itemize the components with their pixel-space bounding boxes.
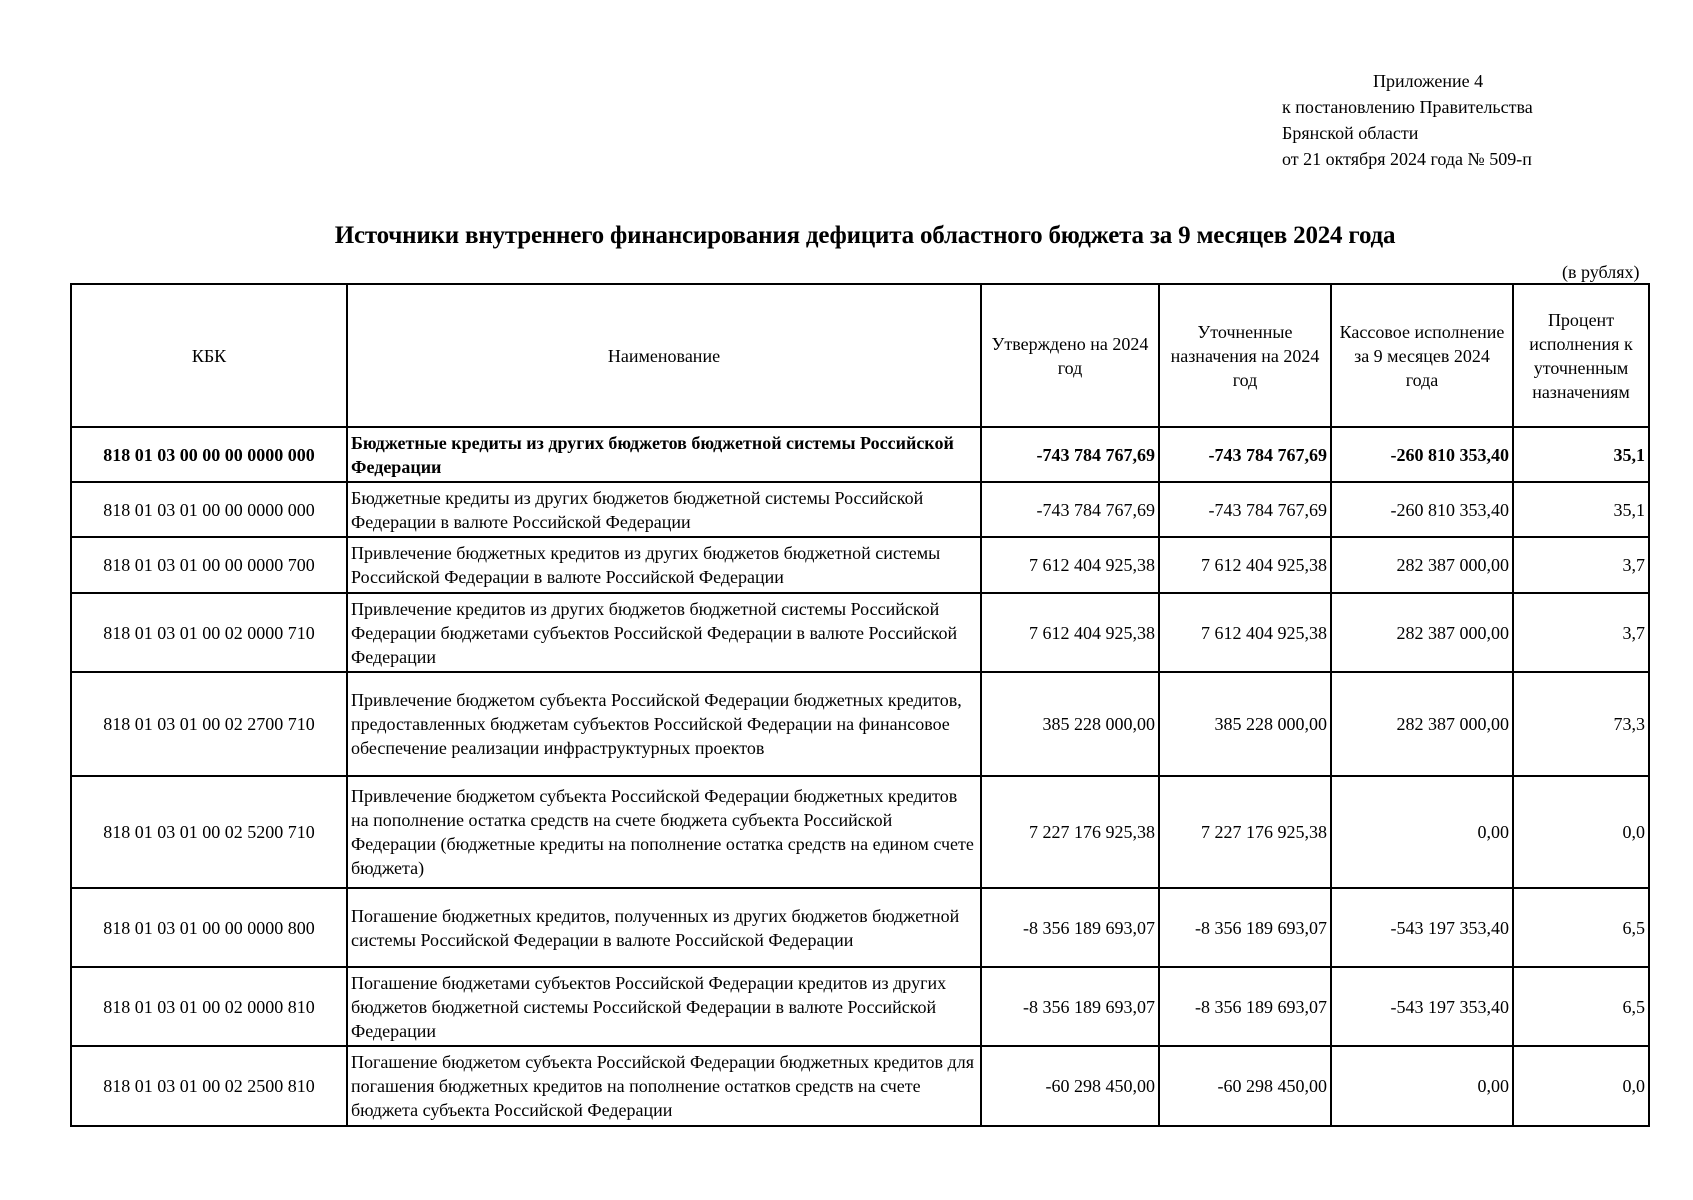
cell-name: Привлечение бюджетных кредитов из других бюджетов бюджетной системы Российской Федерации в валюте Российской Федерации — [347, 537, 981, 593]
header-percent: Процент исполнения к уточненным назначениям — [1513, 284, 1649, 427]
table-row — [71, 776, 1649, 888]
appendix-line-1: Приложение 4 — [1373, 71, 1484, 91]
document-title: Источники внутреннего финансирования дефицита областного бюджета за 9 месяцев 2024 года — [334, 222, 1396, 249]
cell-cash: -260 810 353,40 — [1331, 482, 1513, 537]
table-row — [71, 1046, 1649, 1126]
cell-kbk: 818 01 03 01 00 00 0000 800 — [71, 888, 347, 967]
cell-name: Бюджетные кредиты из других бюджетов бюджетной системы Российской Федерации — [347, 427, 981, 482]
cell-kbk: 818 01 03 01 00 02 5200 710 — [71, 776, 347, 888]
cell-name: Привлечение бюджетом субъекта Российской Федерации бюджетных кредитов, предоставленных бюджетам субъектов Российской Федерации на финансовое обеспечение реализации инфраструктурных проектов — [347, 672, 981, 776]
header-name: Наименование — [347, 284, 981, 427]
header-refined: Уточненные назначения на 2024 год — [1159, 284, 1331, 427]
cell-name: Погашение бюджетом субъекта Российской Федерации бюджетных кредитов для погашения бюджетных кредитов на пополнение остатков средств на счете бюджета субъекта Российской Федерации — [347, 1046, 981, 1126]
cell-cash: 282 387 000,00 — [1331, 537, 1513, 593]
cell-refined: -8 356 189 693,07 — [1159, 967, 1331, 1046]
table-row — [71, 672, 1649, 776]
financing-sources-table — [70, 283, 1650, 1127]
cell-kbk: 818 01 03 01 00 02 2700 710 — [71, 672, 347, 776]
table-row — [71, 537, 1649, 593]
cell-cash: 0,00 — [1331, 1046, 1513, 1126]
cell-approved: 7 227 176 925,38 — [981, 776, 1159, 888]
cell-kbk: 818 01 03 01 00 00 0000 000 — [71, 482, 347, 537]
cell-percent: 6,5 — [1513, 967, 1649, 1046]
cell-refined: 385 228 000,00 — [1159, 672, 1331, 776]
cell-cash: 0,00 — [1331, 776, 1513, 888]
cell-percent: 0,0 — [1513, 776, 1649, 888]
cell-name: Погашение бюджетных кредитов, полученных из других бюджетов бюджетной системы Российской Федерации в валюте Российской Федерации — [347, 888, 981, 967]
cell-kbk: 818 01 03 00 00 00 0000 000 — [71, 427, 347, 482]
cell-percent: 0,0 — [1513, 1046, 1649, 1126]
header-kbk: КБК — [71, 284, 347, 427]
cell-refined: -743 784 767,69 — [1159, 482, 1331, 537]
cell-refined: -8 356 189 693,07 — [1159, 888, 1331, 967]
cell-cash: -260 810 353,40 — [1331, 427, 1513, 482]
cell-approved: 7 612 404 925,38 — [981, 537, 1159, 593]
cell-cash: 282 387 000,00 — [1331, 672, 1513, 776]
header-approved: Утверждено на 2024 год — [981, 284, 1159, 427]
table-row — [71, 967, 1649, 1046]
cell-approved: -60 298 450,00 — [981, 1046, 1159, 1126]
cell-cash: -543 197 353,40 — [1331, 888, 1513, 967]
cell-name: Погашение бюджетами субъектов Российской Федерации кредитов из других бюджетов бюджетной системы Российской Федерации в валюте Российской Федерации — [347, 967, 981, 1046]
cell-percent: 73,3 — [1513, 672, 1649, 776]
cell-refined: -743 784 767,69 — [1159, 427, 1331, 482]
cell-approved: -8 356 189 693,07 — [981, 888, 1159, 967]
cell-percent: 3,7 — [1513, 537, 1649, 593]
cell-percent: 6,5 — [1513, 888, 1649, 967]
cell-approved: 7 612 404 925,38 — [981, 593, 1159, 672]
cell-name: Привлечение кредитов из других бюджетов бюджетной системы Российской Федерации бюджетами субъектов Российской Федерации в валюте Российской Федерации — [347, 593, 981, 672]
table-row — [71, 482, 1649, 537]
table-row — [71, 888, 1649, 967]
cell-kbk: 818 01 03 01 00 02 2500 810 — [71, 1046, 347, 1126]
cell-percent: 35,1 — [1513, 427, 1649, 482]
table-header-row — [71, 284, 1649, 427]
cell-percent: 3,7 — [1513, 593, 1649, 672]
table-row — [71, 427, 1649, 482]
appendix-line-2: к постановлению Правительства — [1282, 97, 1533, 117]
cell-kbk: 818 01 03 01 00 02 0000 710 — [71, 593, 347, 672]
cell-refined: 7 227 176 925,38 — [1159, 776, 1331, 888]
cell-name: Привлечение бюджетом субъекта Российской Федерации бюджетных кредитов на пополнение остатка средств на счете бюджета субъекта Российской Федерации (бюджетные кредиты на пополнение остатка средств на едином счете бюджета) — [347, 776, 981, 888]
cell-cash: 282 387 000,00 — [1331, 593, 1513, 672]
cell-cash: -543 197 353,40 — [1331, 967, 1513, 1046]
table-row — [71, 593, 1649, 672]
units-label: (в рублях) — [1562, 262, 1640, 282]
cell-approved: -8 356 189 693,07 — [981, 967, 1159, 1046]
appendix-line-3: Брянской области — [1282, 123, 1419, 143]
cell-kbk: 818 01 03 01 00 00 0000 700 — [71, 537, 347, 593]
appendix-note — [1282, 68, 1533, 172]
cell-approved: 385 228 000,00 — [981, 672, 1159, 776]
cell-approved: -743 784 767,69 — [981, 482, 1159, 537]
cell-refined: -60 298 450,00 — [1159, 1046, 1331, 1126]
cell-approved: -743 784 767,69 — [981, 427, 1159, 482]
cell-name: Бюджетные кредиты из других бюджетов бюджетной системы Российской Федерации в валюте Российской Федерации — [347, 482, 981, 537]
header-cash: Кассовое исполнение за 9 месяцев 2024 года — [1331, 284, 1513, 427]
cell-percent: 35,1 — [1513, 482, 1649, 537]
cell-kbk: 818 01 03 01 00 02 0000 810 — [71, 967, 347, 1046]
appendix-line-4: от 21 октября 2024 года № 509-п — [1282, 149, 1532, 169]
cell-refined: 7 612 404 925,38 — [1159, 537, 1331, 593]
cell-refined: 7 612 404 925,38 — [1159, 593, 1331, 672]
